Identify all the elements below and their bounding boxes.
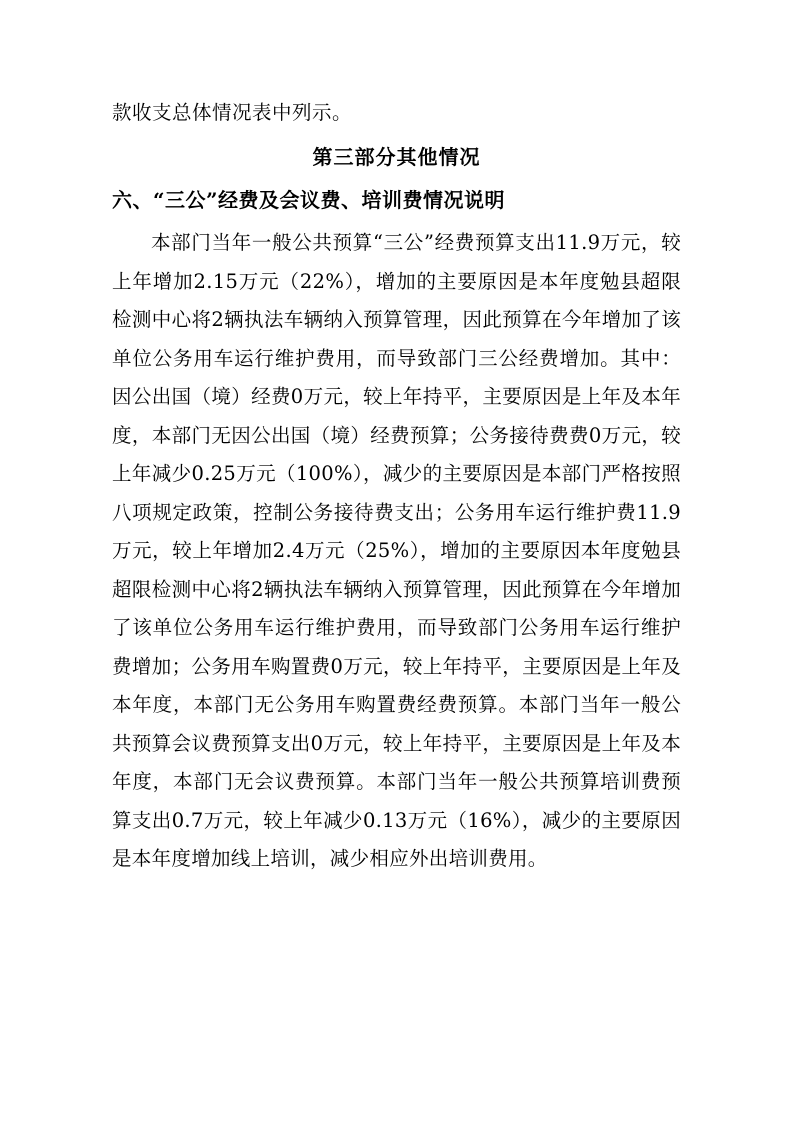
continuation-line: 款收支总体情况表中列示。	[112, 101, 353, 124]
part-heading: 第三部分其他情况	[312, 145, 481, 169]
section-heading: 六、“三公”经费及会议费、培训费情况说明	[112, 188, 506, 212]
body-paragraph: 本部门当年一般公共预算“三公”经费预算支出11.9万元，较上年增加2.15万元（22%），增加的主要原因是本年度勉县超限检测中心将2辆执法车辆纳入预算管理，因此预算在今年增加了该单位公务用车运行维护费用，而导致部门三公经费增加。其中：因公出国（境）经费0万元，较上年持平，主要原因是上年及本年度，本部门无因公出国（境）经费预算；公务接待费费0万元，较上年减少0.25万元（100%），减少的主要原因是本部门严格按照八项规定政策，控制公务接待费支出；公务用车运行维护费11.9万元，较上年增加2.4万元（25%），增加的主要原因本年度勉县超限检测中心将2辆执法车辆纳入预算管理，因此预算在今年增加了该单位公务用车运行维护费用，而导致部门公务用车运行维护费增加；公务用车购置费0万元，较上年持平，主要原因是上年及本年度，本部门无公务用车购置费经费预算。本部门当年一般公共预算会议费预算支出0万元，较上年持平，主要原因是上年及本年度，本部门无会议费预算。本部门当年一般公共预算培训费预算支出0.7万元，较上年减少0.13万元（16%），减少的主要原因是本年度增加线上培训，减少相应外出培训费用。	[112, 231, 681, 870]
document-body	[112, 96, 681, 879]
